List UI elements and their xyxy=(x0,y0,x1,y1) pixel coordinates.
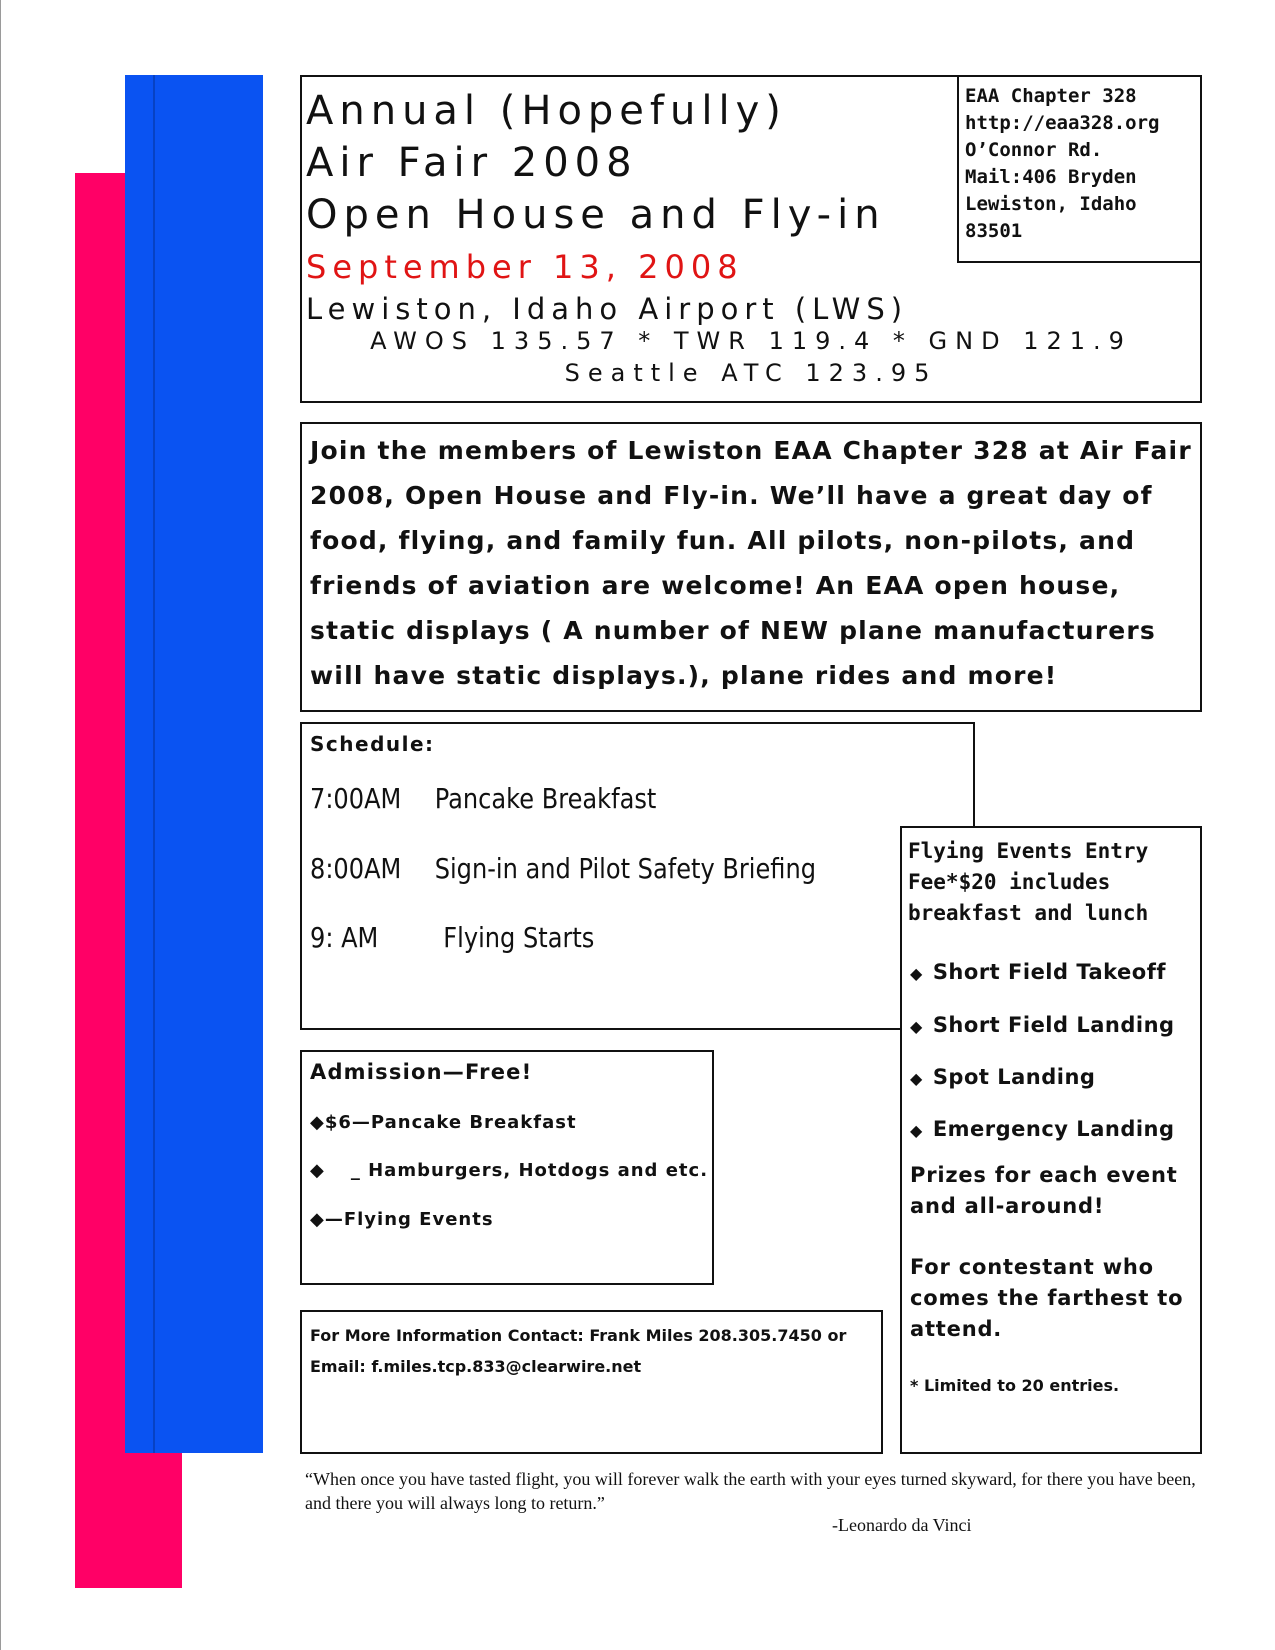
admission-box xyxy=(300,1050,714,1285)
diamond-bullet-icon: ◆ xyxy=(910,1017,923,1036)
event-label: Short Field Landing xyxy=(932,1013,1175,1037)
schedule-event: Pancake Breakfast xyxy=(434,782,657,815)
admission-item xyxy=(310,1160,708,1181)
event-label: Spot Landing xyxy=(932,1065,1096,1089)
diamond-bullet-icon: ◆ xyxy=(310,1112,325,1133)
prizes-text: Prizes for each event and all-around! xyxy=(910,1163,1178,1218)
chapter-website[interactable]: http://eaa328.org xyxy=(965,112,1160,134)
events-heading-1: Flying Events Entry xyxy=(908,839,1149,863)
schedule-event: Sign-in and Pilot Safety Briefing xyxy=(434,852,817,885)
intro-box xyxy=(300,422,1202,712)
entries-note: * Limited to 20 entries. xyxy=(910,1376,1120,1395)
chapter-info-box xyxy=(957,75,1202,263)
contact-box xyxy=(300,1310,883,1454)
event-label: Emergency Landing xyxy=(932,1117,1175,1141)
flying-events-box xyxy=(900,826,1202,1454)
title-line-2: Air Fair 2008 xyxy=(306,140,638,186)
admission-item-label: _ Hamburgers, Hotdogs and etc. xyxy=(350,1160,709,1181)
event-item xyxy=(910,960,1166,984)
atc-frequency: Seattle ATC 123.95 xyxy=(564,359,938,387)
contestant-text: For contestant who comes the farthest to attend. xyxy=(910,1255,1184,1341)
quote-text: “When once you have tasted flight, you will forever walk the earth with your eyes turned skyward, for there you have been, and there you will always long to return.” xyxy=(305,1469,1196,1513)
contact-line: For More Information Contact: Frank Miles 208.305.7450 or xyxy=(310,1326,847,1345)
chapter-mail: Mail:406 Bryden xyxy=(965,166,1137,188)
chapter-name: EAA Chapter 328 xyxy=(965,85,1137,107)
chapter-city: Lewiston, Idaho xyxy=(965,193,1137,215)
schedule-event: Flying Starts xyxy=(443,921,595,954)
diamond-bullet-icon: ◆ xyxy=(910,964,923,983)
radio-frequencies: AWOS 135.57 * TWR 119.4 * GND 121.9 xyxy=(370,327,1132,355)
schedule-box xyxy=(300,722,975,1030)
admission-item-label: —Flying Events xyxy=(324,1209,494,1230)
event-item xyxy=(910,1065,1095,1089)
title-line-3: Open House and Fly-in xyxy=(306,192,886,238)
blue-stripe xyxy=(125,75,263,1453)
airport-location: Lewiston, Idaho Airport (LWS) xyxy=(306,292,909,326)
intro-text: Join the members of Lewiston EAA Chapter 328 at Air Fair 2008, Open House and Fly-in. We’ll have a great day of food, flying, and family fun. All pilots, non-pilots, and friends of aviation are welcome! An EAA open house, static displays ( A number of NEW plane manufacturers will have static displays.), plane rides and more! xyxy=(310,436,1192,690)
schedule-time: 7:00AM xyxy=(310,782,402,815)
diamond-bullet-icon: ◆ xyxy=(310,1209,325,1230)
chapter-zip: 83501 xyxy=(965,220,1023,242)
schedule-title: Schedule: xyxy=(310,732,435,756)
diamond-bullet-icon: ◆ xyxy=(910,1121,923,1140)
event-label: Short Field Takeoff xyxy=(932,960,1166,984)
admission-title: Admission—Free! xyxy=(310,1060,533,1084)
event-item xyxy=(910,1013,1175,1037)
page-edge xyxy=(0,0,1,1650)
chapter-road: O’Connor Rd. xyxy=(965,139,1103,161)
schedule-item xyxy=(310,921,594,954)
admission-item xyxy=(310,1209,494,1230)
blue-stripe-edge xyxy=(153,75,155,1453)
schedule-item xyxy=(310,852,816,885)
schedule-time: 9: AM xyxy=(310,921,379,954)
schedule-item xyxy=(310,782,656,815)
contact-email[interactable]: Email: f.miles.tcp.833@clearwire.net xyxy=(310,1357,642,1376)
admission-item xyxy=(310,1112,577,1133)
event-item xyxy=(910,1117,1175,1141)
diamond-bullet-icon: ◆ xyxy=(310,1160,325,1181)
title-line-1: Annual (Hopefully) xyxy=(306,88,787,134)
admission-item-label: $6—Pancake Breakfast xyxy=(324,1112,577,1133)
event-date: September 13, 2008 xyxy=(306,248,744,286)
schedule-time: 8:00AM xyxy=(310,852,402,885)
events-heading-3: breakfast and lunch xyxy=(908,901,1149,925)
events-heading-2: Fee*$20 includes xyxy=(908,870,1111,894)
diamond-bullet-icon: ◆ xyxy=(910,1069,923,1088)
quote-author: -Leonardo da Vinci xyxy=(832,1515,972,1535)
